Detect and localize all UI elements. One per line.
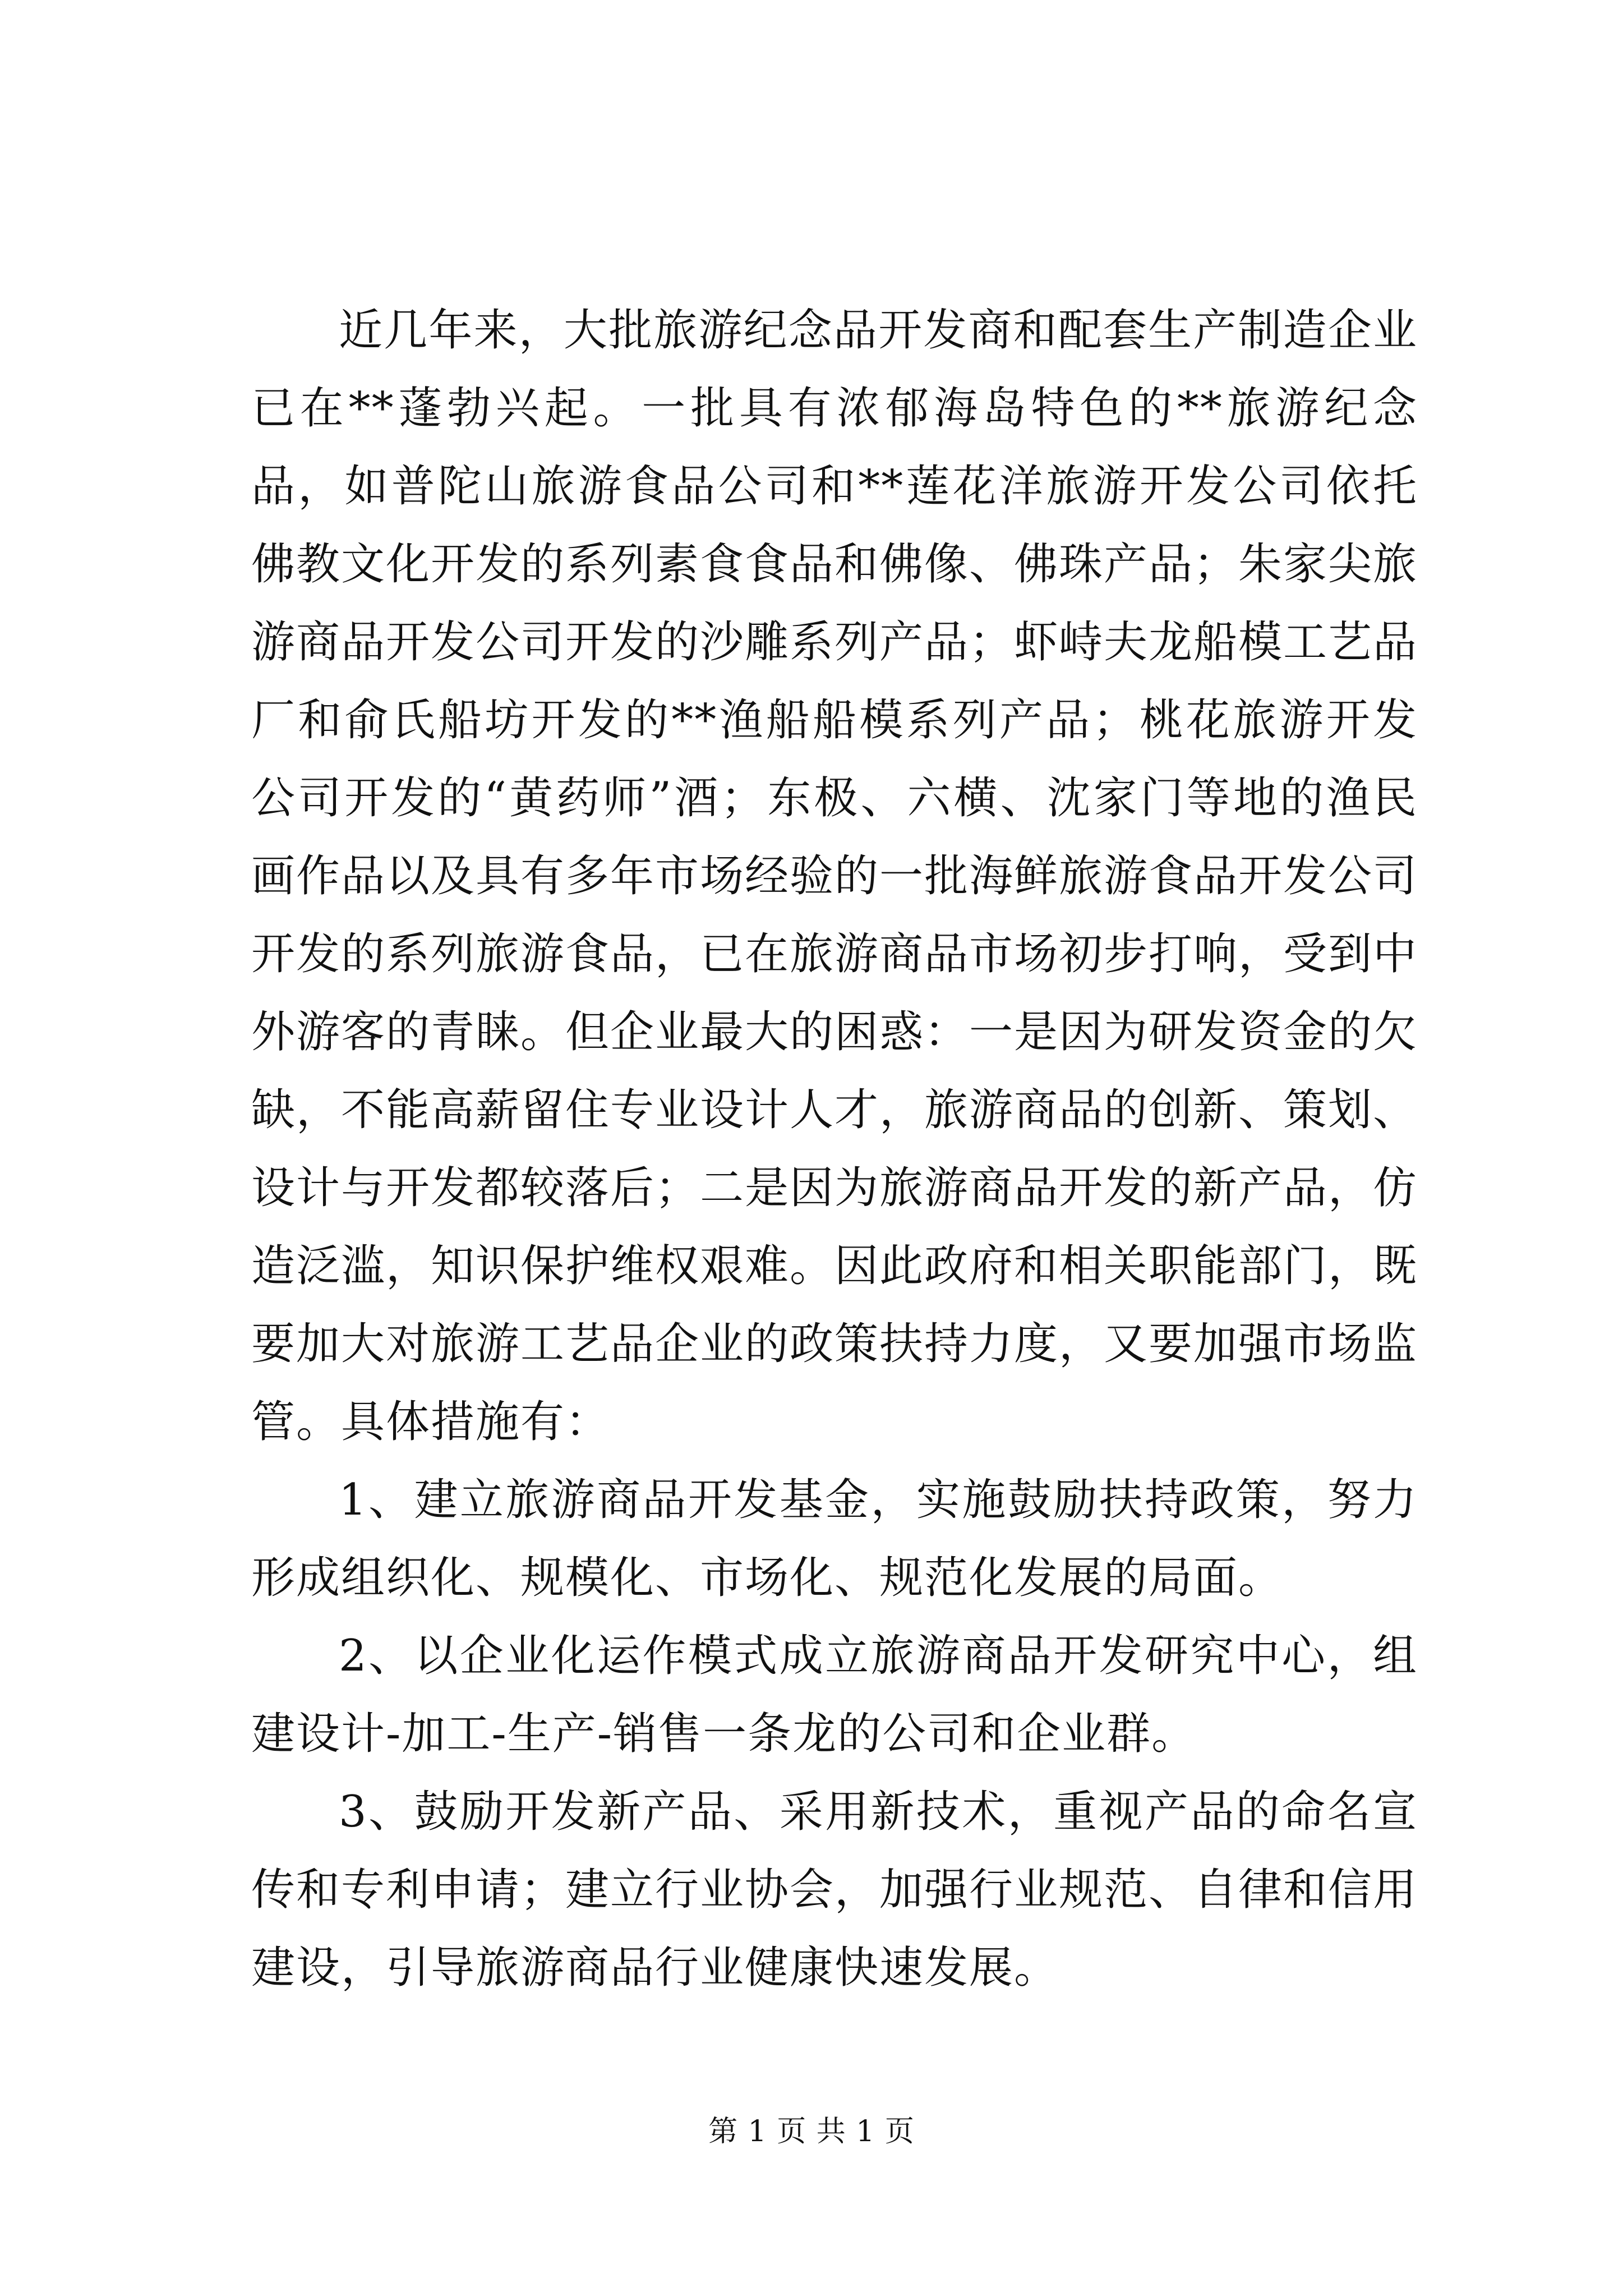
document-body — [251, 292, 1418, 2007]
paragraph-measure-2: 2、以企业化运作模式成立旅游商品开发研究中心，组建设计-加工-生产-销售一条龙的公司和企业群。 — [251, 1631, 1418, 1759]
paragraph-intro: 近几年来，大批旅游纪念品开发商和配套生产制造企业已在**蓬勃兴起。一批具有浓郁海岛特色的**旅游纪念品，如普陀山旅游食品公司和**莲花洋旅游开发公司依托佛教文化开发的系列素食食品和佛像、佛珠产品；朱家尖旅游商品开发公司开发的沙雕系列产品；虾峙夫龙船模工艺品厂和俞氏船坊开发的**渔船船模系列产品；桃花旅游开发公司开发的“黄药师”酒；东极、六横、沈家门等地的渔民画作品以及具有多年市场经验的一批海鲜旅游食品开发公司开发的系列旅游食品，已在旅游商品市场初步打响，受到中外游客的青睐。但企业最大的困惑：一是因为研发资金的欠缺，不能高薪留住专业设计人才，旅游商品的创新、策划、设计与开发都较落后；二是因为旅游商品开发的新产品，仿造泛滥，知识保护维权艰难。因此政府和相关职能部门，既要加大对旅游工艺品企业的政策扶持力度，又要加强市场监管。具体措施有： — [251, 305, 1418, 1447]
page-number-footer: 第 1 页 共 1 页 — [708, 2115, 915, 2148]
paragraph-measure-3: 3、鼓励开发新产品、采用新技术，重视产品的命名宣传和专利申请；建立行业协会，加强行业规范、自律和信用建设，引导旅游商品行业健康快速发展。 — [251, 1787, 1418, 1993]
paragraph-measure-1: 1、建立旅游商品开发基金，实施鼓励扶持政策，努力形成组织化、规模化、市场化、规范化发展的局面。 — [251, 1475, 1418, 1603]
